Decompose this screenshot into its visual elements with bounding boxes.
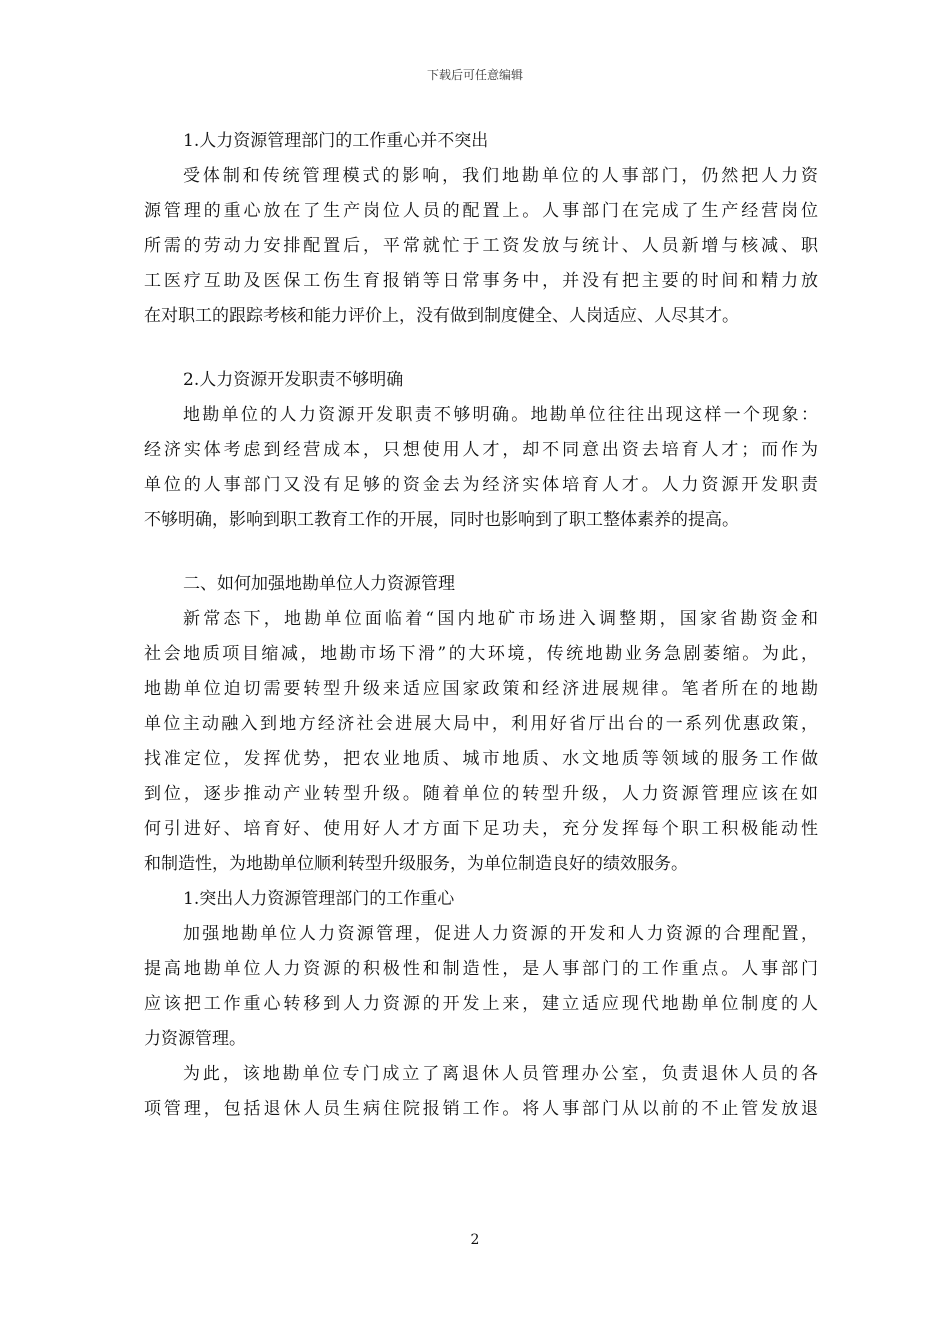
section-heading: 1.人力资源管理部门的工作重心并不突出 [183,131,489,151]
paragraph [144,398,818,538]
paragraph-line: 不够明确，影响到职工教育工作的开展，同时也影响到了职工整体素养的提高。 [144,510,739,530]
paragraph-line: 工医疗互助及医保工伤生育报销等日常事务中，并没有把主要的时间和精力放 [144,271,818,291]
paragraph-line: 应该把工作重心转移到人力资源的开发上来，建立适应现代地勘单位制度的人 [144,994,818,1014]
paragraph-line: 所需的劳动力安排配置后，平常就忙于工资发放与统计、人员新增与核减、职 [144,236,818,256]
paragraph-line: 项管理，包括退休人员生病住院报销工作。将人事部门从以前的不止管发放退 [144,1099,818,1119]
section-heading: 1.突出人力资源管理部门的工作重心 [183,889,455,909]
document-body [144,124,818,1127]
paragraph-line: 为此，该地勘单位专门成立了离退休人员管理办公室，负责退休人员的各 [183,1064,818,1084]
page-number: 2 [470,1232,480,1248]
paragraph-line: 单位主动融入到地方经济社会进展大局中，利用好省厅出台的一系列优惠政策， [144,714,818,734]
section-heading: 2.人力资源开发职责不够明确 [183,370,404,390]
paragraph-line: 力资源管理。 [144,1029,246,1049]
paragraph-line: 受体制和传统管理模式的影响，我们地勘单位的人事部门，仍然把人力资 [183,166,818,186]
paragraph [144,159,818,334]
paragraph-line: 新常态下，地勘单位面临着“国内地矿市场进入调整期，国家省勘资金和 [183,609,818,629]
paragraph-line: 何引进好、培育好、使用好人才方面下足功夫，充分发挥每个职工积极能动性 [144,819,818,839]
page-header: 下载后可任意编辑 [426,68,523,82]
paragraph [144,917,818,1057]
paragraph-line: 到位，逐步推动产业转型升级。随着单位的转型升级，人力资源管理应该在如 [144,784,818,804]
paragraph-line: 经济实体考虑到经营成本，只想使用人才，却不同意出资去培育人才；而作为 [144,440,818,460]
paragraph-line: 社会地质项目缩减，地勘市场下滑”的大环境，传统地勘业务急剧萎缩。为此， [144,644,818,664]
paragraph-line: 提高地勘单位人力资源的积极性和制造性，是人事部门的工作重点。人事部门 [144,959,818,979]
paragraph [144,1057,818,1127]
paragraph-line: 找准定位，发挥优势，把农业地质、城市地质、水文地质等领域的服务工作做 [144,749,818,769]
paragraph-line: 和制造性，为地勘单位顺利转型升级服务，为单位制造良好的绩效服务。 [144,854,688,874]
paragraph-line: 加强地勘单位人力资源管理，促进人力资源的开发和人力资源的合理配置， [183,924,818,944]
paragraph [144,602,818,882]
paragraph-line: 在对职工的跟踪考核和能力评价上，没有做到制度健全、人岗适应、人尽其才。 [144,306,739,326]
paragraph-line: 单位的人事部门又没有足够的资金去为经济实体培育人才。人力资源开发职责 [144,475,818,495]
paragraph-line: 地勘单位的人力资源开发职责不够明确。地勘单位往往出现这样一个现象： [183,405,818,425]
paragraph-line: 源管理的重心放在了生产岗位人员的配置上。人事部门在完成了生产经营岗位 [144,201,818,221]
section-heading: 二、如何加强地勘单位人力资源管理 [183,574,455,594]
paragraph-line: 地勘单位迫切需要转型升级来适应国家政策和经济进展规律。笔者所在的地勘 [144,679,818,699]
